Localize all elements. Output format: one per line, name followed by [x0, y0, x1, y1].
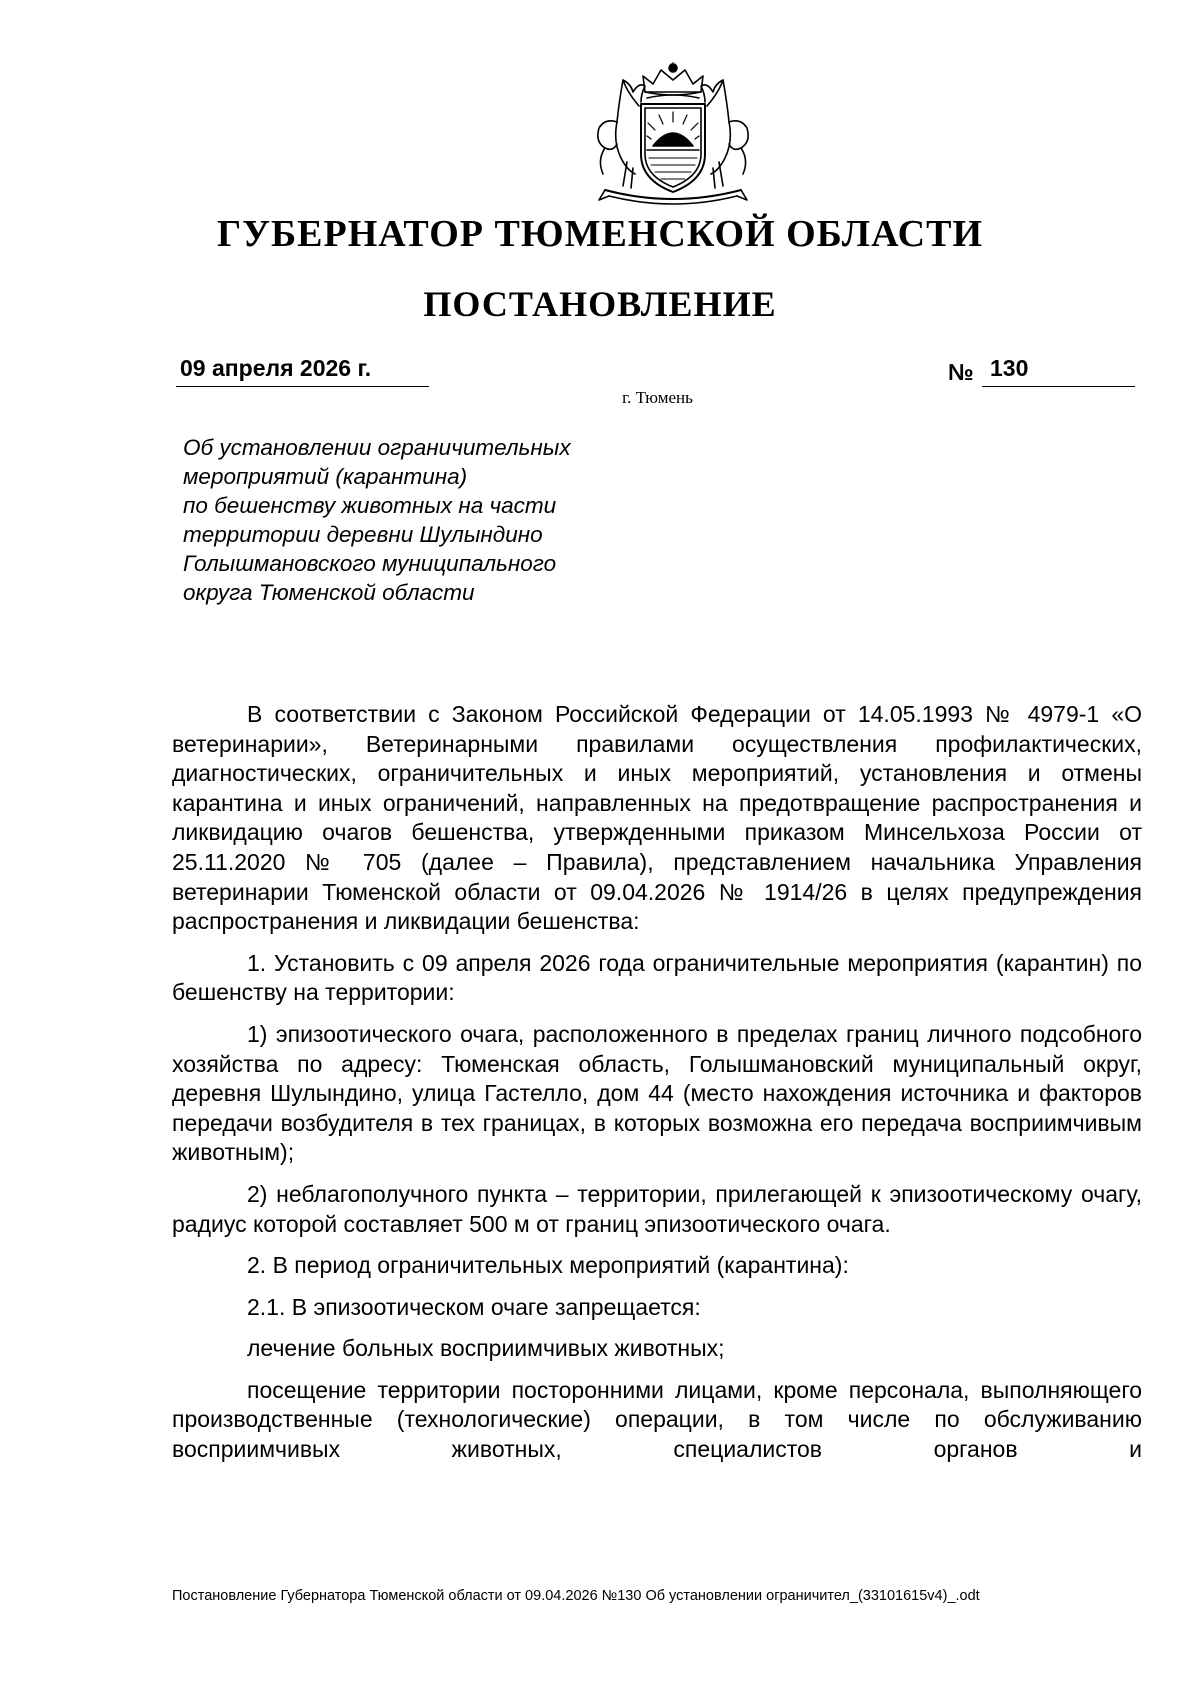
body-paragraph: 2) неблагополучного пункта – территории, прилегающей к эпизоотическому очагу, радиус которой составляет 500 м от границ эпизоотического очага. — [172, 1180, 1142, 1237]
document-date-field — [176, 354, 429, 387]
document-body — [172, 700, 1142, 1465]
body-paragraph: 1. Установить с 09 апреля 2026 года ограничительные мероприятия (карантин) по бешенству на территории: — [172, 949, 1142, 1006]
coat-of-arms-emblem — [583, 62, 763, 212]
subject-line: мероприятий (карантина) — [183, 464, 468, 489]
document-number-field — [982, 354, 1135, 387]
body-paragraph: лечение больных восприимчивых животных; — [247, 1335, 725, 1362]
body-paragraph: В соответствии с Законом Российской Федерации от 14.05.1993 № 4979-1 «О ветеринарии», Ветеринарными правилами осуществления профилактических, диагностических, ограничительных и иных мероприятий, установления и отмены карантина и иных ограничений, направленных на предотвращение распространения и ликвидацию очагов бешенства, утвержденными приказом Минсельхоза России от 25.11.2020 № 705 (далее – Правила), представлением начальника Управления ветеринарии Тюменской области от 09.04.2026 № 1914/26 в целях предупреждения распространения и ликвидации бешенства: — [172, 701, 1142, 935]
subject-line: территории деревни Шулындино — [183, 522, 543, 547]
subject-line: округа Тюменской области — [183, 580, 475, 605]
subject-line: Об установлении ограничительных — [183, 435, 571, 460]
document-subject — [183, 433, 703, 607]
city-of-issue: г. Тюмень — [622, 388, 693, 407]
body-paragraph: 1) эпизоотического очага, расположенного в пределах границ личного подсобного хозяйства по адресу: Тюменская область, Голышмановский муниципальный округ, деревня Шулындино, улица Гастелло, дом 44 (место нахождения источника и факторов передачи возбудителя в тех границах, в которых возможна его передача восприимчивым животным); — [172, 1020, 1142, 1166]
body-paragraph: 2.1. В эпизоотическом очаге запрещается: — [247, 1293, 701, 1320]
page-footer: Постановление Губернатора Тюменской области от 09.04.2026 №130 Об установлении ограничител_(33101615v4)_.odt — [172, 1588, 980, 1604]
document-date: 09 апреля 2026 г. — [180, 355, 372, 381]
number-sign: № — [948, 359, 974, 385]
issuing-authority-title: ГУБЕРНАТОР ТЮМЕНСКОЙ ОБЛАСТИ — [216, 213, 984, 255]
document-number: 130 — [990, 355, 1029, 381]
subject-line: Голышмановского муниципального — [183, 551, 557, 576]
body-paragraph: 2. В период ограничительных мероприятий (карантина): — [247, 1252, 849, 1279]
subject-line: по бешенству животных на части — [183, 493, 557, 518]
body-paragraph: посещение территории посторонними лицами, кроме персонала, выполняющего производственные (технологические) операции, в том числе по обслуживанию восприимчивых животных, специалистов органов и — [172, 1376, 1142, 1463]
document-type-heading: ПОСТАНОВЛЕНИЕ — [423, 284, 777, 324]
